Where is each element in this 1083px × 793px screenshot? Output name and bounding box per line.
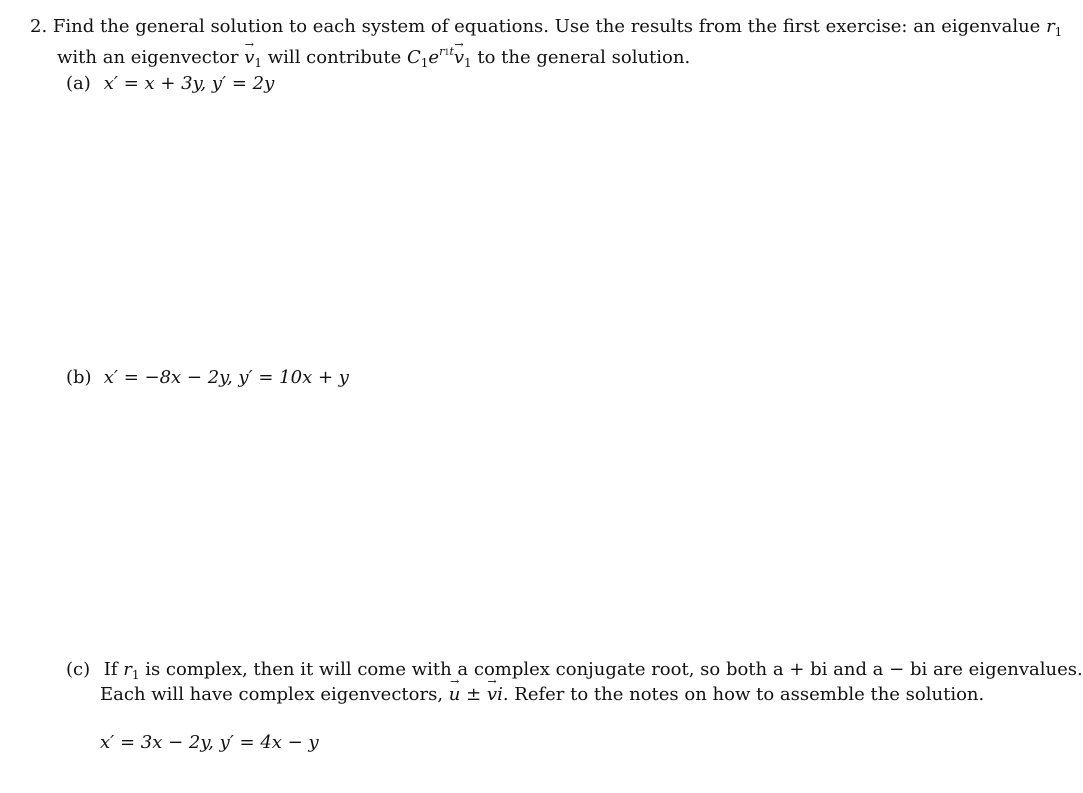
intro-text-2: with an eigenvector — [57, 47, 245, 68]
intro-text-3: will contribute — [262, 47, 407, 68]
eigenvalue-subscript: 1 — [1054, 25, 1063, 39]
constant-symbol: C — [407, 47, 421, 68]
eigenvector-symbol: → v — [244, 46, 254, 70]
part-c-text-3: Each will have complex eigenvectors, — [100, 684, 449, 705]
part-c-text-2: is complex, then it will come with a complex conjugate root, so both a + bi and a − bi are eigenvalues. — [139, 659, 1083, 680]
eigenvector-subscript: 1 — [254, 56, 263, 70]
part-c-r-symbol: r — [123, 659, 132, 680]
part-b-label: (b) — [66, 367, 92, 388]
exponent-t: t — [449, 45, 454, 58]
part-c-r-subscript: 1 — [131, 668, 140, 682]
part-a-equation: x′ = x + 3y, y′ = 2y — [103, 73, 275, 94]
plus-minus-symbol: ± — [460, 684, 487, 705]
eigenvector-subscript-2: 1 — [464, 56, 472, 70]
problem-intro-line2 — [57, 40, 690, 75]
part-c-label: (c) — [66, 659, 91, 680]
exponent-subscript: 1 — [444, 48, 450, 57]
part-c-equation-line — [100, 731, 319, 755]
part-c-equation: x′ = 3x − 2y, y′ = 4x − y — [100, 732, 319, 753]
part-b — [66, 366, 349, 390]
part-a-label: (a) — [66, 73, 91, 94]
imaginary-unit: i — [497, 684, 503, 705]
intro-text-1: Find the general solution to each system of equations. Use the results from the first exercise: an eigenvalue — [52, 16, 1047, 37]
part-c-text-1: If — [103, 659, 124, 680]
vector-u-symbol: → u — [449, 683, 461, 707]
part-c-line2 — [100, 683, 984, 707]
intro-text-4: to the general solution. — [471, 47, 691, 68]
eigenvector-symbol-2: → v — [454, 46, 464, 70]
part-c-text-4: . Refer to the notes on how to assemble the solution. — [502, 684, 985, 705]
vector-v-symbol: → v — [487, 683, 497, 707]
part-a — [66, 72, 274, 96]
exponent-group — [439, 45, 454, 58]
part-b-equation: x′ = −8x − 2y, y′ = 10x + y — [103, 367, 349, 388]
exponent-r: r — [439, 45, 445, 58]
constant-subscript: 1 — [420, 56, 429, 70]
exponential-symbol: e — [428, 47, 440, 68]
eigenvalue-symbol: r — [1046, 16, 1055, 37]
problem-number: 2. — [30, 16, 48, 37]
